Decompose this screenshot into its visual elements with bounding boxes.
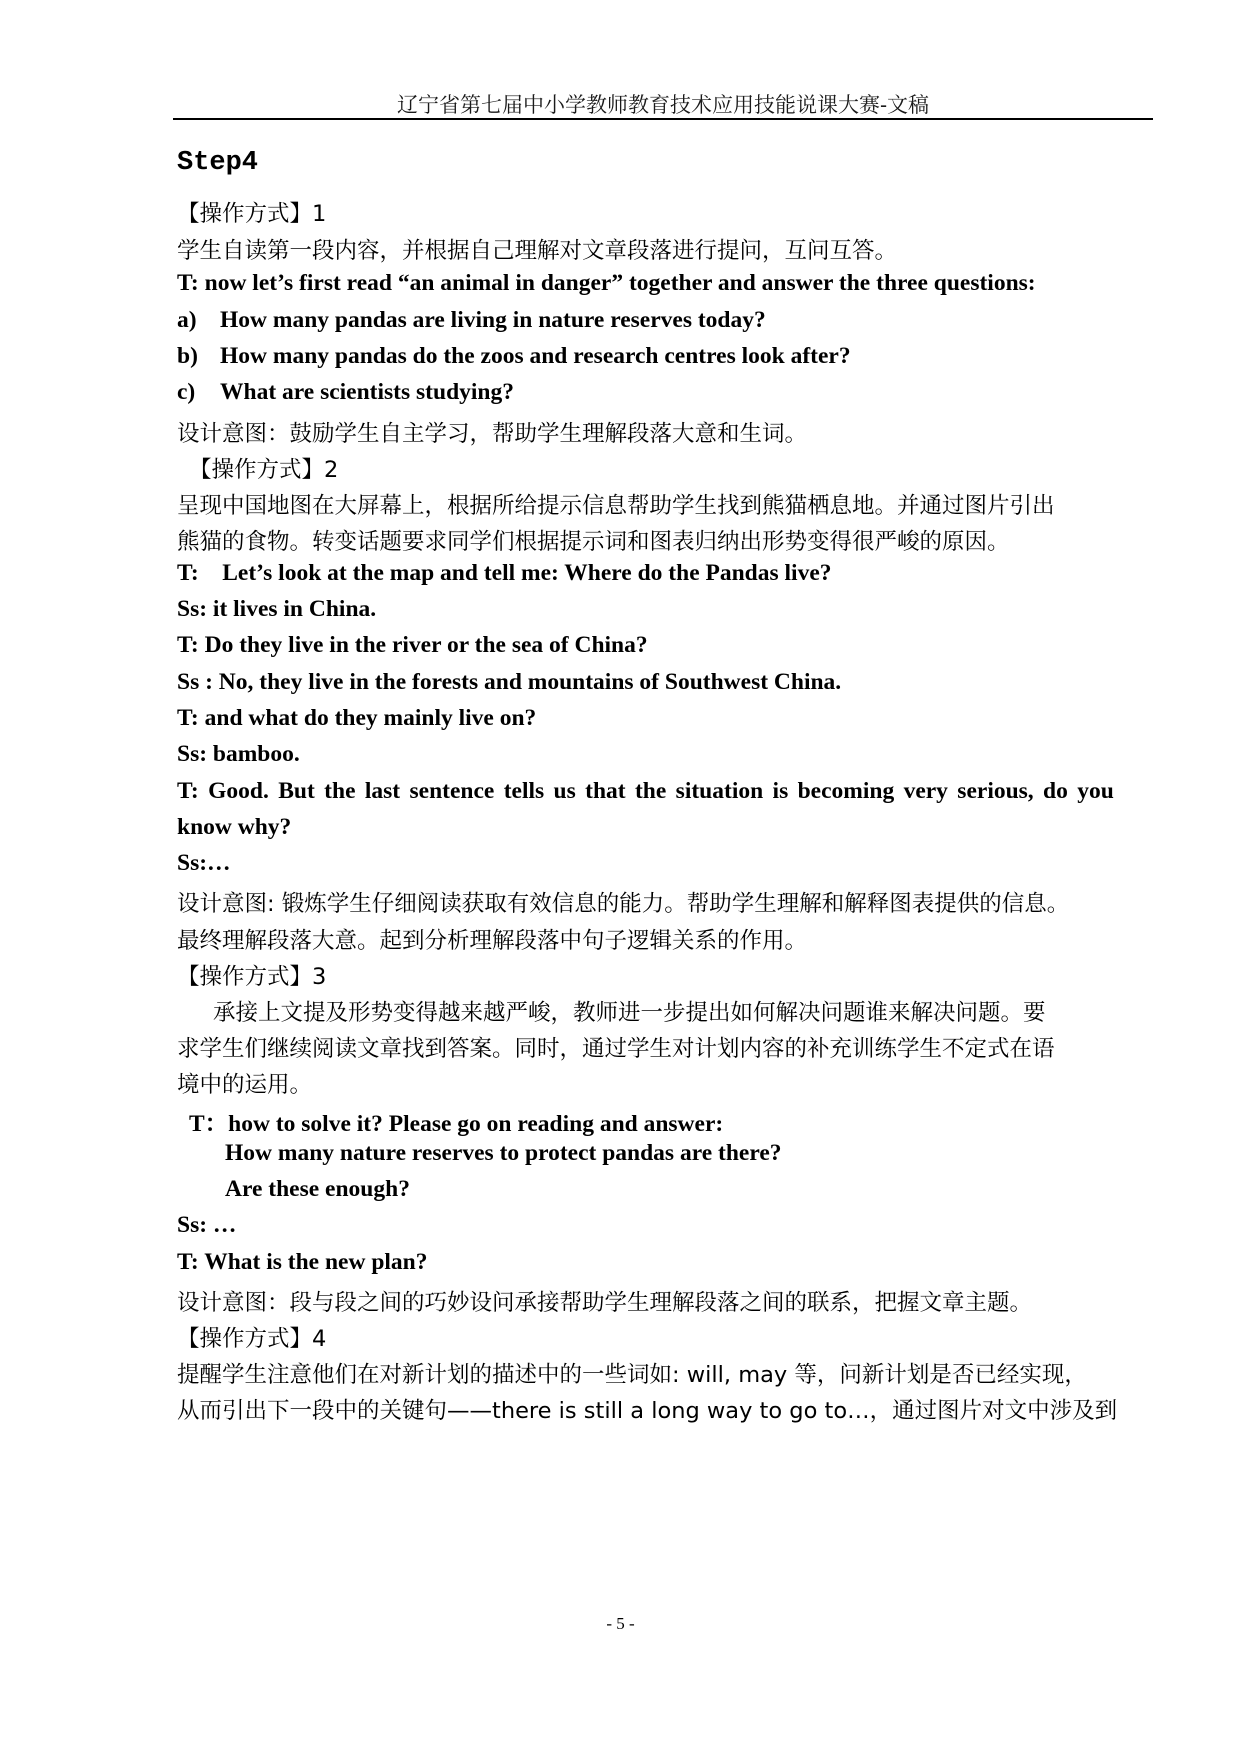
question-marker-c: c) (177, 379, 196, 405)
step-heading: Step4 (177, 148, 259, 178)
page-number: - 5 - (606, 1614, 635, 1633)
paragraph-line: 境中的运用。 (177, 1072, 313, 1098)
paragraph-line: 求学生们继续阅读文章找到答案。同时，通过学生对计划内容的补充训练学生不定式在语 (177, 1036, 1055, 1062)
design-intent-2: 设计意图: 锻炼学生仔细阅读获取有效信息的能力。帮助学生理解和解释图表提供的信息。 (177, 891, 1070, 917)
teacher-line: T：how to solve it? Please go on reading and answer: (189, 1111, 724, 1137)
teacher-line: T: now let’s first read “an animal in danger” together and answer the three questions: (177, 270, 1036, 296)
paragraph-line: 呈现中国地图在大屏幕上，根据所给提示信息帮助学生找到熊猫栖息地。并通过图片引出 (177, 493, 1055, 519)
paragraph-line: 学生自读第一段内容，并根据自己理解对文章段落进行提问，互问互答。 (177, 238, 898, 264)
students-line: Ss: … (177, 1212, 237, 1238)
question-c: What are scientists studying? (220, 379, 514, 405)
paragraph-line: 从而引出下一段中的关键句——there is still a long way to go to…，通过图片对文中涉及到 (177, 1398, 1118, 1424)
teacher-line: T: Good. But the last sentence tells us that the situation is becoming very serious, do you (177, 778, 1114, 804)
design-intent-3: 设计意图：段与段之间的巧妙设问承接帮助学生理解段落之间的联系，把握文章主题。 (177, 1290, 1033, 1316)
operation-label-4: 【操作方式】4 (177, 1326, 327, 1352)
paragraph-line: 承接上文提及形势变得越来越严峻，教师进一步提出如何解决问题谁来解决问题。要 (213, 1000, 1046, 1026)
teacher-line: T: Let’s look at the map and tell me: Where do the Pandas live? (177, 560, 832, 586)
operation-label-2: 【操作方式】2 (189, 457, 339, 483)
operation-label-1: 【操作方式】1 (177, 201, 327, 227)
students-line: Ss : No, they live in the forests and mountains of Southwest China. (177, 669, 842, 695)
paragraph-line: 熊猫的食物。转变话题要求同学们根据提示词和图表归纳出形势变得很严峻的原因。 (177, 529, 1010, 555)
paragraph-line: 提醒学生注意他们在对新计划的描述中的一些词如: will, may 等，问新计划是否已经实现， (177, 1362, 1087, 1388)
paragraph-line: 最终理解段落大意。起到分析理解段落中句子逻辑关系的作用。 (177, 928, 808, 954)
question-a: How many pandas are living in nature reserves today? (220, 307, 766, 333)
question-marker-b: b) (177, 343, 198, 369)
teacher-line: T: Do they live in the river or the sea of China? (177, 632, 648, 658)
students-line: Ss: bamboo. (177, 741, 300, 767)
teacher-line-continued: know why? (177, 814, 292, 840)
running-header: 辽宁省第七届中小学教师教育技术应用技能说课大赛-文稿 (396, 93, 930, 117)
question-b: How many pandas do the zoos and research centres look after? (220, 343, 851, 369)
design-intent-1: 设计意图：鼓励学生自主学习，帮助学生理解段落大意和生词。 (177, 421, 808, 447)
teacher-line: T: and what do they mainly live on? (177, 705, 537, 731)
question-marker-a: a) (177, 307, 197, 333)
teacher-line: T: What is the new plan? (177, 1249, 428, 1275)
header-rule (173, 118, 1153, 120)
students-line: Ss:… (177, 850, 231, 876)
students-line: Ss: it lives in China. (177, 596, 377, 622)
question-line: How many nature reserves to protect pandas are there? (225, 1140, 782, 1166)
operation-label-3: 【操作方式】3 (177, 964, 327, 990)
question-line: Are these enough? (225, 1176, 410, 1202)
